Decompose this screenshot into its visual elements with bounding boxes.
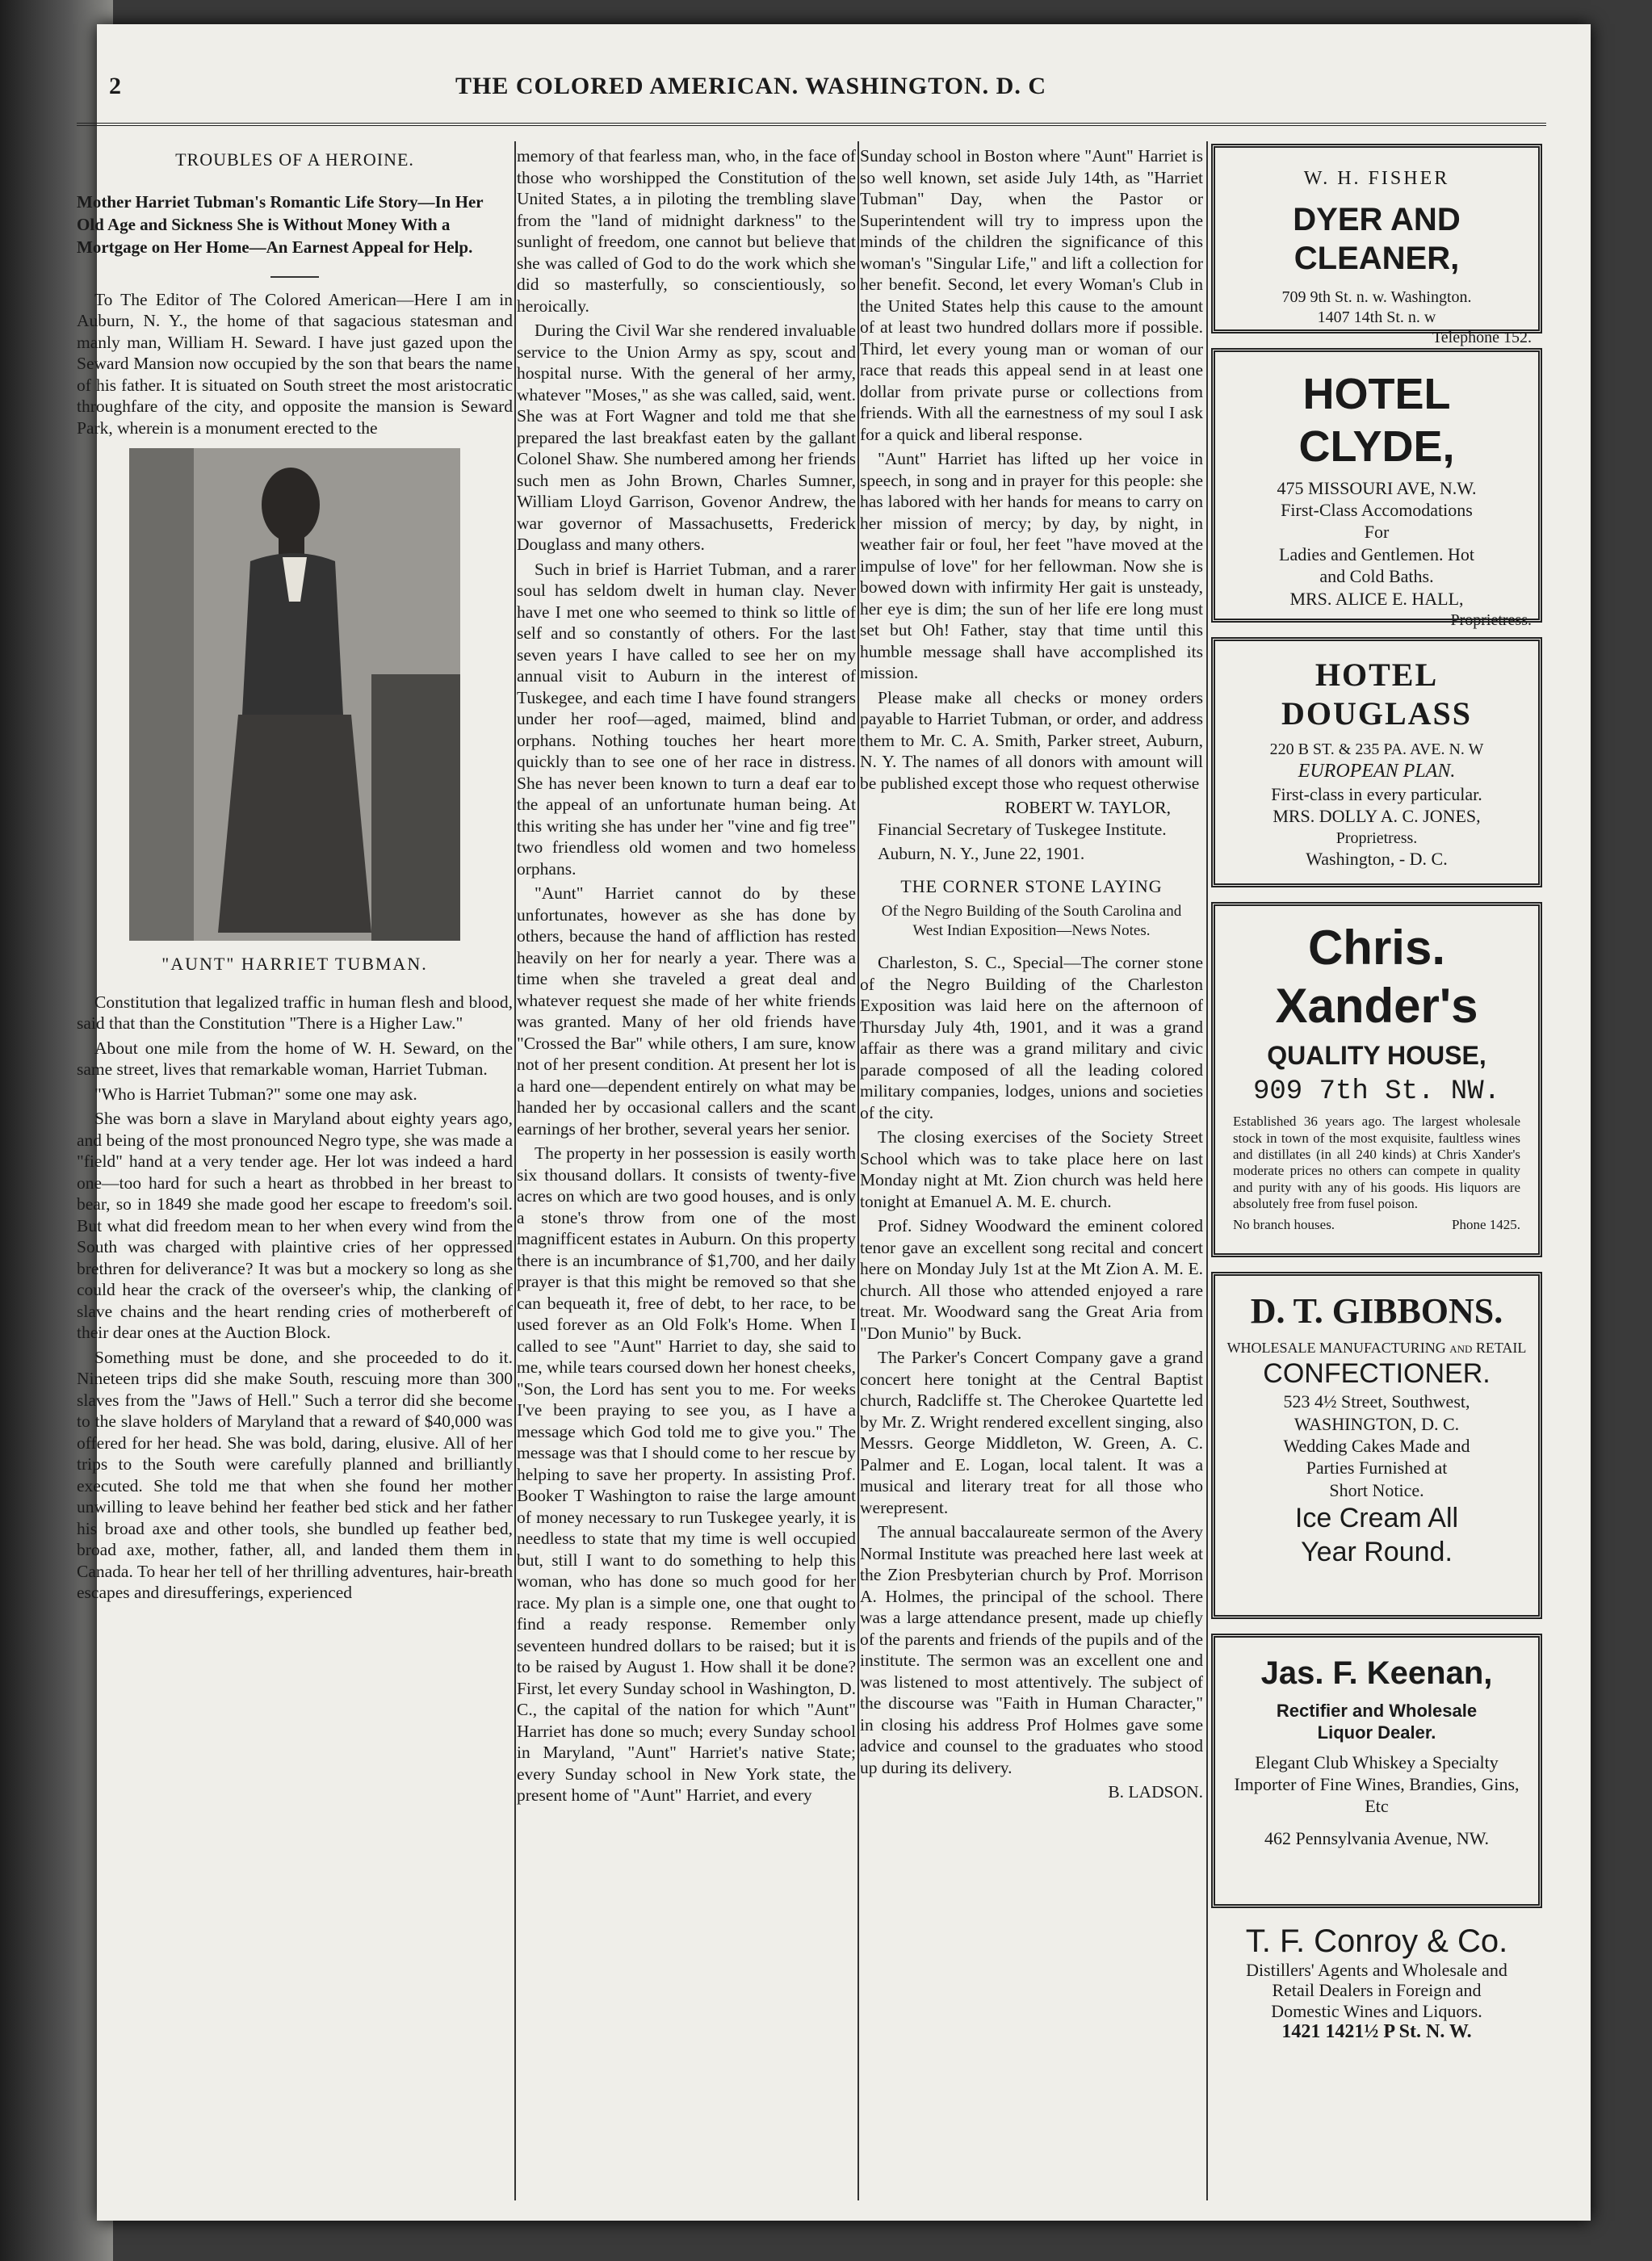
paragraph: The Parker's Concert Company gave a grand concert here tonight at the Central Baptist church, Radcliffe st. The Cherokee Quartette led by Mr. Z. Wright rendered excellent singing, also Messrs. George Middleton, W. Green, A. C. Palmer and E. Logan, local talent. It was a musical and literary treat for all those who werepresent.: [860, 1348, 1203, 1517]
ad-hotel-douglass: [1211, 637, 1542, 887]
ad-line: First-Class Accomodations: [1281, 499, 1473, 520]
ad-line: Retail Dealers in Foreign and: [1272, 1980, 1482, 2001]
ad-name: Chris. Xander's: [1275, 921, 1478, 1033]
column-1: [77, 145, 513, 2196]
ad-name: Jas. F. Keenan,: [1260, 1655, 1493, 1691]
paragraph: Sunday school in Boston where "Aunt" Harriet is so well known, set aside July 14th, as "Harriet Tubman" Day, when the Pastor or Superintendent will try to impress upon the minds of the children the significance of this woman's "Singular Life," and lift a collection for her benefit. Second, let every Woman's Club in the United States help this cause to the amount of at least two hundred dollars more if possible. Third, let every young man or woman of our race that reads this appeal send in at least one dollar from private purse or collections from friends. With all the earnestness of my soul I ask for a quick and liberal response.: [860, 146, 1203, 444]
ad-line: Proprietress.: [1335, 828, 1418, 847]
ad-line: Importer of Fine Wines, Brandies, Gins, Etc: [1234, 1774, 1520, 1816]
ad-line: Ladies and Gentlemen. Hot: [1279, 543, 1474, 564]
paragraph: About one mile from the home of W. H. Seward, on the same street, lives that remarkable woman, Harriet Tubman.: [77, 1038, 513, 1079]
ad-line: First-class in every particular.: [1271, 783, 1482, 804]
signature: ROBERT W. TAYLOR,: [1004, 798, 1171, 817]
running-header: [109, 73, 1393, 113]
ad-line: For: [1364, 522, 1390, 543]
paragraph: During the Civil War she rendered invaluable service to the Union Army as spy, scout and hospital nurse. With the general of her army, whatever "Moses," as she was called, said, went. She was at Fort Wagner and told me that she prepared the last breakfast eaten by the gallant Colonel Shaw. She numbered among her friends such men as John Brown, Charles Sumner, William Lloyd Garrison, Govenor Andrew, the war governor of Massachusetts, Frederick Douglass and many others.: [517, 321, 856, 554]
paragraph: The closing exercises of the Society Street School which was to take place here on last Monday night at Mt. Zion church was held here tonight at Emanuel A. M. E. church.: [860, 1127, 1203, 1211]
article-deck: Of the Negro Building of the South Carolina and West Indian Exposition—News Notes.: [881, 903, 1182, 939]
ad-name: T. F. Conroy & Co.: [1245, 1923, 1508, 1959]
ad-line: MRS. DOLLY A. C. JONES,: [1273, 806, 1481, 827]
ad-footer: [1222, 1214, 1532, 1236]
article-headline: THE CORNER STONE LAYING: [900, 875, 1163, 896]
ad-hotel-clyde: [1211, 348, 1542, 629]
ad-fisher: [1211, 144, 1542, 346]
ad-line: Domestic Wines and Liquors.: [1271, 2000, 1482, 2021]
paragraph: Something must be done, and she proceeded to do it. Nineteen trips did she make South, rescuing more than 300 slaves from the "Jaws of Hell." Such a terror did she become to the slave holders of Maryland that a reward of $40,000 was offered for her head. She was bold, daring, elusive. All of her trips to the South were carefully planned and brilliantly executed. She told me that when she found her mother unwilling to leave behind her feather bed stick and her father his broad axe and other tools, she bundled up feather bed, broad axe, mother, father, all, and landed them them in Canada. To hear her tell of her thrilling adventures, hair-breath escapes and diresufferings, experienced: [77, 1347, 513, 1602]
column-rule: [1206, 141, 1208, 2200]
paragraph: Prof. Sidney Woodward the eminent colored tenor gave an excellent song recital and concert here on Monday July 1st at the Mt Zion A. M. E. church. All those who attended enjoyed a rare treat. Mr. Woodward sang the Great Aria from "Don Munio" by Buck.: [860, 1216, 1203, 1343]
ad-name: D. T. GIBBONS.: [1250, 1291, 1503, 1331]
ad-line: Washington, - D. C.: [1306, 848, 1448, 869]
paragraph: "Who is Harriet Tubman?" some one may ask.: [94, 1084, 417, 1104]
ad-line: Distillers' Agents and Wholesale and: [1246, 1960, 1507, 1980]
ad-chris-xander: [1211, 902, 1542, 1257]
ad-line: Liquor Dealer.: [1317, 1722, 1436, 1743]
column-rule: [857, 141, 859, 2200]
ad-line: Short Notice.: [1329, 1479, 1424, 1500]
header-rule: [77, 123, 1546, 131]
newspaper-title: THE COLORED AMERICAN. WASHINGTON. D. C: [455, 73, 1046, 99]
ad-line: 475 MISSOURI AVE, N.W.: [1277, 477, 1477, 498]
ad-gibbons: [1211, 1272, 1542, 1619]
paragraph: The annual baccalaureate sermon of the Avery Normal Institute was preached here last week at the Zion Presbyterian church by Prof. Morrison A. Holmes, the principal of the school. There was a large attendance present, made up chiefly of the parents and friends of the pupils and of the institute. The sermon was an excellent one and was listened to most attentively. The subject of the discourse was "Faith in Human Character," in closing his address Prof Holmes gave some advice and counsel to the graduates who stood up during its delivery.: [860, 1522, 1203, 1777]
ad-address: 909 7th St. NW.: [1252, 1076, 1501, 1108]
ad-line: MRS. ALICE E. HALL,: [1289, 588, 1464, 609]
ad-conroy: [1211, 1923, 1542, 2043]
ad-keenan: [1211, 1634, 1542, 1908]
paragraph: memory of that fearless man, who, in the face of those who worshipped the Constitution of the United States, a in piloting the trembling slave from the "land of midnight darkness" to the sunlight of freedom, one cannot but believe that she was called of God to do the work which she did so masterfully, so conscientiously, so heroically.: [517, 146, 856, 316]
paragraph: "Aunt" Harriet cannot do by these unfortunates, however as she has done by others, because the hand of affliction has rested heavily on her for nearly a year. There was a time when she traveled a great deal and whatever request she made of her white friends was granted. Many of her old friends have "Crossed the Bar" while others, I am sure, know not of her present condition. At present her lot is a hard one—dependent entirely on what may be handed her by occasional callers and the scant earnings of her brother, several years her senior.: [517, 883, 856, 1139]
ad-line: Wedding Cakes Made and: [1283, 1435, 1470, 1456]
divider: [270, 276, 319, 278]
ad-line: EUROPEAN PLAN.: [1298, 761, 1456, 782]
ad-line: QUALITY HOUSE,: [1267, 1041, 1486, 1070]
portrait-image: [129, 448, 460, 941]
paragraph: Such in brief is Harriet Tubman, and a rarer soul has seldom dwelt in human clay. Never have I met one who seemed to think so little of self and so constantly of others. For the last seven years I have called to see her on my annual visit to Auburn in the interest of Tuskegee, and each time I have found strangers under her roof—aged, maimed, blind and orphans. Nothing touches her heart more quickly than to see one of her race in distress. She has never been known to turn a deaf ear to the appeal of an unfortunate human being. At this writing she has under her "vine and fig tree" two friendless old women and two homeless orphans.: [517, 559, 856, 879]
ad-line: No branch houses.: [1233, 1216, 1335, 1232]
portrait-photo: [129, 448, 460, 941]
ad-line: and Cold Baths.: [1319, 566, 1434, 587]
paragraph: Constitution that legalized traffic in human flesh and blood, said that than the Constitution "There is a Higher Law.": [77, 992, 513, 1033]
ad-line: Proprietress.: [1450, 610, 1532, 629]
ad-line: 1407 14th St. n. w: [1317, 308, 1436, 326]
ad-line: Parties Furnished at: [1306, 1458, 1448, 1479]
column-2: [517, 145, 856, 2196]
page-number: 2: [109, 73, 121, 99]
ad-line: CONFECTIONER.: [1263, 1358, 1491, 1390]
ad-name: HOTEL CLYDE,: [1298, 370, 1455, 471]
ad-text: Established 36 years ago. The largest wholesale stock in town of the most exquisite, faultless wines and distillates (in all 240 kinds) at Chris Xander's moderate prices no others can compete in quality and purity with any of his goods. His liquors are absolutely free from fusel poison.: [1233, 1114, 1520, 1212]
ad-line: Year Round.: [1301, 1536, 1453, 1567]
article-deck: Mother Harriet Tubman's Romantic Life Story—In Her Old Age and Sickness She is Without Money With a Mortgage on Her Home—An Earnest Appeal for Help.: [77, 191, 484, 257]
ad-line: 220 B ST. & 235 PA. AVE. N. W: [1269, 740, 1484, 758]
column-3: [860, 145, 1203, 2196]
dateline: Auburn, N. Y., June 22, 1901.: [878, 844, 1085, 863]
paragraph: Charleston, S. C., Special—The corner stone of the Negro Building of the Charleston Exposition was laid here on the afternoon of Thursday July 4th, 1901, and it was a grand affair as there was a grand military and civic parade composed of all the leading colored military companies, lodges, unions and societies of the city.: [860, 953, 1203, 1122]
ad-line: 523 4½ Street, Southwest,: [1283, 1391, 1470, 1412]
ad-line: Phone 1425.: [1452, 1216, 1520, 1232]
paragraph: "Aunt" Harriet has lifted up her voice in speech, in song and in prayer for this people: she has labored with her hands for means to carry on her mission of mercy; by day, by night, in weather fair or foul, her feet "have moved at the impulse of love" for her fellowman. Now she is bowed down with infirmity Her gait is unsteady, her eye is dim; the sun of her life ere long must set but Oh! Father, stay that time until this humble message shall have accomplished its mission.: [860, 449, 1203, 682]
ad-line: Elegant Club Whiskey a Specialty: [1255, 1751, 1499, 1772]
ad-line: WHOLESALE MANUFACTURING and RETAIL: [1226, 1339, 1527, 1356]
ad-line: 1421 1421½ P St. N. W.: [1281, 2020, 1472, 2042]
ad-line: 709 9th St. n. w. Washington.: [1281, 287, 1472, 306]
ad-line: Ice Cream All: [1294, 1503, 1459, 1534]
paragraph: She was born a slave in Maryland about eighty years ago, and being of the most pronounced Negro type, she was made a "field" hand at a very tender age. Her lot was indeed a hard one—too hard for such a heart as throbbed in her breast to bear, so in 1849 she made good her escape to freedom's soil. But what did freedom mean to her when every wind from the South was charged with plaintive cries of her oppressed brethren for deliverance? It was but a mockery so long as she could hear the crack of the overseer's whip, the clanking of slave chains and the heart rending cries of motherbereft of their dear ones at the Auction Block.: [77, 1109, 513, 1342]
paragraph: To The Editor of The Colored American—Here I am in Auburn, N. Y., the home of that sagacious statesman and manly man, William H. Seward. I have just gazed upon the Seward Mansion now occupied by the son that bears the name of his father. It is situated on South street the most aristocratic throughfare of the city, and opposite the mansion is Seward Park, wherein is a monument erected to the: [77, 289, 513, 438]
ad-name: HOTEL DOUGLASS: [1281, 656, 1473, 732]
signature-title: Financial Secretary of Tuskegee Institute.: [878, 819, 1167, 839]
paragraph: Please make all checks or money orders payable to Harriet Tubman, or order, and address them to Mr. C. A. Smith, Parker street, Auburn, N. Y. The names of all donors with amount will be published except those who request otherwise: [860, 687, 1203, 793]
ad-name: W. H. FISHER: [1303, 168, 1450, 189]
article-headline: TROUBLES OF A HEROINE.: [175, 149, 414, 170]
paragraph: The property in her possession is easily worth six thousand dollars. It consists of twenty-five acres on which are two good houses, and is only a stone's throw from one of the most magnifficent estates in Auburn. On this property there is an incumbrance of $1,700, and her daily prayer is that this might be removed so that she can bequeath it, free of debt, to her race, to be used forever as an Old Folk's Home. When I called to see "Aunt" Harriet to day, she said to me, while tears coursed down her honest cheeks, "Son, the Lord has sent you to me. For weeks I've been praying to see you, as I have a message which God told me to give you." The message was that I should come to her rescue by helping to save her property. In assisting Prof. Booker T Washington to raise the large amount of money necessary to run Tuskegee yearly, it is needless to state that my time is well occupied but, still I want to do something to help this woman, who has done so much good for her race. My plan is a simple one, one that ought to find a ready response. Remember only seventeen hundred dollars to be raised; but it is to be raised by August 1. How shall it be done? First, let every Sunday school in Washington, D. C., the capital of the nation for which "Aunt" Harriet has done so much; every Sunday school in Maryland, "Aunt" Harriet's native State; every Sunday school in New York state, the present home of "Aunt" Harriet, and every: [517, 1143, 856, 1805]
ad-line: WASHINGTON, D. C.: [1294, 1413, 1460, 1434]
ad-line: Telephone 152.: [1432, 328, 1532, 346]
signature: B. LADSON.: [1108, 1782, 1203, 1802]
ad-line: 462 Pennsylvania Avenue, NW.: [1264, 1827, 1490, 1848]
column-rule: [514, 141, 516, 2200]
advertisement-column: [1211, 144, 1542, 2043]
ad-trade: DYER AND CLEANER,: [1293, 201, 1461, 276]
ad-line: Rectifier and Wholesale: [1276, 1701, 1478, 1721]
photo-caption: "AUNT" HARRIET TUBMAN.: [161, 954, 428, 974]
